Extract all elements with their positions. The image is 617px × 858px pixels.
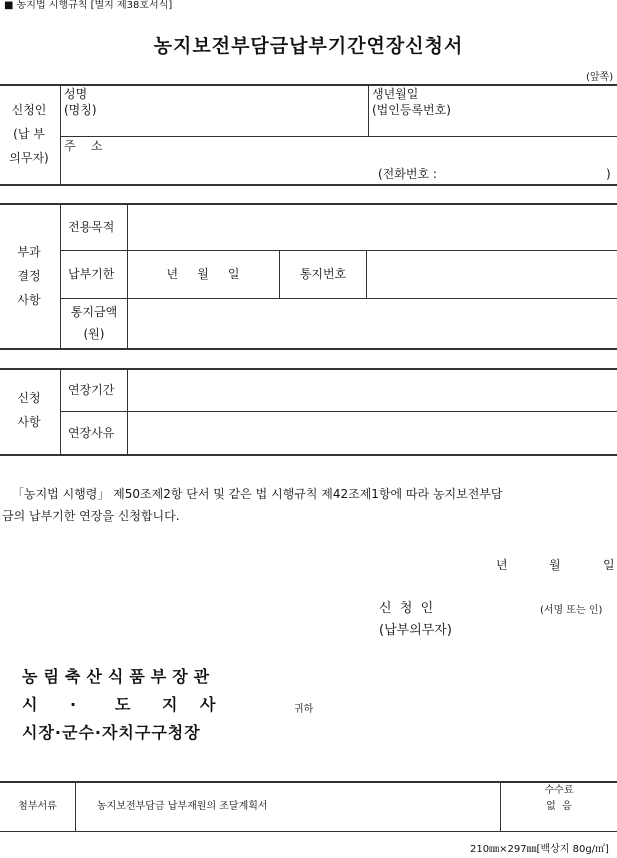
column-divider bbox=[366, 250, 367, 298]
column-divider bbox=[75, 781, 76, 831]
recipient-governor: 시 bbox=[22, 695, 44, 714]
applicant-label: (납 부 bbox=[13, 127, 45, 141]
statement-line-1: 「농지법 시행령」 제50조제2항 단서 및 같은 법 시행규칙 제42조제1항에 따라 농지보전부담 bbox=[12, 487, 503, 501]
signature-role: (납부의무자) bbox=[379, 623, 452, 638]
table-bottom-border bbox=[0, 454, 617, 456]
notice-number-label: 통지번호 bbox=[299, 267, 347, 281]
column-divider bbox=[60, 84, 61, 184]
table-bottom-border bbox=[0, 348, 617, 350]
attachment-content: 농지보전부담금 납부재원의 조달계획서 bbox=[97, 801, 268, 812]
honorific: 귀하 bbox=[294, 704, 314, 715]
period-label: 연장기간 bbox=[68, 383, 115, 397]
name-label: 성명 bbox=[64, 87, 88, 101]
table-top-border bbox=[0, 203, 617, 205]
applicant-label: 의무자) bbox=[9, 151, 49, 165]
row-divider bbox=[60, 250, 617, 251]
due-date-label: 납부기한 bbox=[68, 267, 115, 281]
date-month: 월 bbox=[549, 558, 561, 572]
date-placeholder: 년 월 일 bbox=[166, 267, 240, 281]
request-label: 신청 bbox=[17, 391, 41, 405]
table-bottom-border bbox=[0, 184, 617, 186]
page-title: 농지보전부담금납부기간연장신청서 bbox=[153, 35, 464, 57]
attachment-label: 첨부서류 bbox=[18, 801, 57, 812]
recipient-governor: 사 bbox=[200, 695, 222, 714]
date-year: 년 bbox=[496, 558, 508, 572]
birth-label: (법인등록번호) bbox=[372, 103, 451, 117]
row-divider bbox=[60, 298, 617, 299]
column-divider bbox=[368, 84, 369, 136]
recipient-governor: 지 bbox=[162, 695, 184, 714]
table-top-border bbox=[0, 84, 617, 86]
form-reference: ■ 농지법 시행규칙 [별지 제38호서식] bbox=[4, 0, 173, 11]
paper-spec: 210㎜×297㎜[백상지 80g/㎡] bbox=[470, 844, 609, 855]
column-divider bbox=[60, 368, 61, 454]
sign-note: (서명 또는 인) bbox=[540, 605, 603, 616]
recipient-governor: · bbox=[70, 695, 83, 714]
recipient-governor: 도 bbox=[115, 695, 137, 714]
address-label: 주 소 bbox=[64, 139, 103, 153]
recipient-minister: 농림축산식품부장관 bbox=[22, 667, 216, 686]
amount-label: (원) bbox=[83, 327, 105, 341]
assessment-label: 사항 bbox=[17, 293, 41, 307]
phone-close: ) bbox=[606, 167, 611, 181]
purpose-label: 전용목적 bbox=[68, 220, 115, 234]
table-bottom-border bbox=[0, 831, 617, 832]
amount-label: 통지금액 bbox=[70, 305, 118, 319]
phone-label: (전화번호 : bbox=[378, 167, 437, 181]
reason-label: 연장사유 bbox=[68, 426, 115, 440]
applicant-label: 신청인 bbox=[11, 103, 47, 117]
recipient-mayor: 시장·군수·자치구구청장 bbox=[22, 723, 201, 742]
fee-label: 수수료 bbox=[544, 785, 574, 796]
name-label: (명칭) bbox=[64, 103, 97, 117]
request-label: 사항 bbox=[17, 415, 41, 429]
row-divider bbox=[60, 136, 617, 137]
side-note: (앞쪽) bbox=[586, 72, 614, 83]
assessment-label: 부과 bbox=[17, 245, 41, 259]
column-divider bbox=[127, 368, 128, 454]
birth-label: 생년월일 bbox=[372, 87, 419, 101]
row-divider bbox=[60, 411, 617, 412]
signature-label: 신 청 인 bbox=[379, 601, 434, 616]
assessment-label: 결정 bbox=[17, 269, 41, 283]
fee-value: 없 음 bbox=[546, 801, 572, 812]
date-day: 일 bbox=[603, 558, 615, 572]
table-top-border bbox=[0, 368, 617, 370]
statement-line-2: 금의 납부기한 연장을 신청합니다. bbox=[2, 509, 180, 523]
